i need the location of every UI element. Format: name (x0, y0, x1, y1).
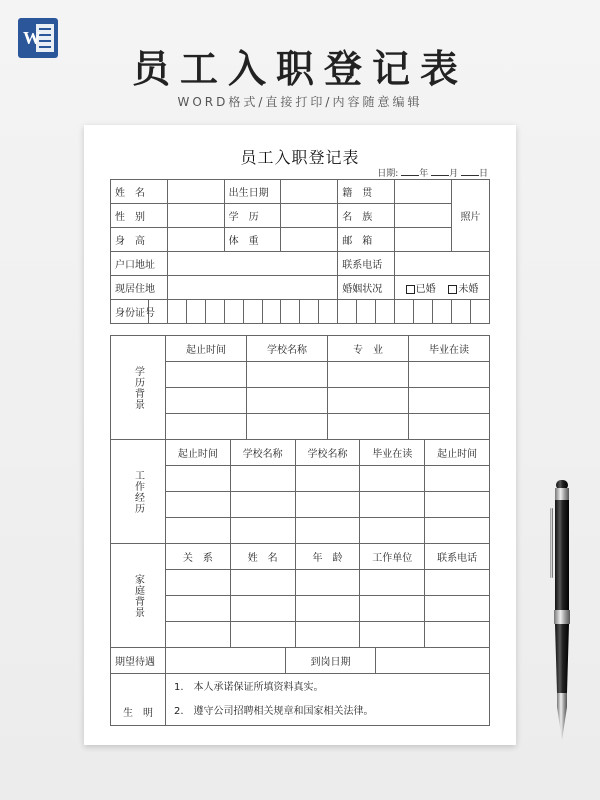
idno-digit[interactable] (224, 300, 243, 324)
word-icon-letter: W (23, 27, 41, 48)
family-table (110, 543, 490, 648)
idno-digit[interactable] (338, 300, 357, 324)
work-cell[interactable] (425, 518, 490, 544)
idno-digit[interactable] (414, 300, 433, 324)
work-cell[interactable] (295, 492, 360, 518)
idno-digit[interactable] (186, 300, 205, 324)
family-cell[interactable] (230, 622, 295, 648)
family-cell[interactable] (425, 622, 490, 648)
edu-cell[interactable] (328, 414, 409, 440)
family-cell[interactable] (166, 570, 231, 596)
idno-digit[interactable] (395, 300, 414, 324)
birth-label: 出生日期 (224, 180, 281, 204)
ethnicity-label: 名 族 (338, 204, 395, 228)
work-table (110, 439, 490, 544)
work-cell[interactable] (166, 466, 231, 492)
edu-cell[interactable] (409, 362, 490, 388)
family-cell[interactable] (230, 596, 295, 622)
idno-digit[interactable] (470, 300, 489, 324)
statement-note-2: 2. 遵守公司招聘相关规章和国家相关法律。 (174, 705, 374, 717)
work-cell[interactable] (295, 518, 360, 544)
family-cell[interactable] (425, 596, 490, 622)
married-label: 已婚 (415, 284, 436, 295)
work-section-label: 工作经历 (111, 440, 166, 544)
idno-digit[interactable] (451, 300, 470, 324)
work-cell[interactable] (295, 466, 360, 492)
work-cell[interactable] (360, 518, 425, 544)
native-label: 籍 贯 (338, 180, 395, 204)
family-header-name: 姓 名 (230, 544, 295, 570)
phone-field[interactable] (395, 252, 490, 276)
education-label: 学 历 (224, 204, 281, 228)
family-header-employer: 工作单位 (360, 544, 425, 570)
expect-field[interactable] (166, 648, 286, 674)
idno-digit[interactable] (357, 300, 376, 324)
family-header-age: 年 龄 (295, 544, 360, 570)
work-cell[interactable] (230, 466, 295, 492)
hukou-field[interactable] (167, 252, 337, 276)
edu-cell[interactable] (409, 388, 490, 414)
phone-label: 联系电话 (338, 252, 395, 276)
marital-label: 婚姻状况 (338, 276, 395, 300)
family-header-phone: 联系电话 (425, 544, 490, 570)
edu-cell[interactable] (166, 388, 247, 414)
family-cell[interactable] (360, 570, 425, 596)
family-cell[interactable] (166, 596, 231, 622)
name-label: 姓 名 (111, 180, 168, 204)
work-cell[interactable] (425, 466, 490, 492)
statement-note-1: 1. 本人承诺保证所填资料真实。 (174, 681, 324, 693)
idno-digit[interactable] (376, 300, 395, 324)
work-cell[interactable] (360, 466, 425, 492)
work-header-period-2: 起止时间 (425, 440, 490, 466)
marital-options (395, 276, 490, 300)
work-header-school-2: 学校名称 (295, 440, 360, 466)
idno-label: 身份证号 (111, 300, 149, 324)
date-year: 年 (419, 169, 429, 179)
family-cell[interactable] (360, 622, 425, 648)
date-day-blank[interactable] (461, 167, 479, 176)
work-cell[interactable] (230, 518, 295, 544)
native-field[interactable] (395, 180, 452, 204)
edu-header-school: 学校名称 (247, 336, 328, 362)
idno-digit[interactable] (319, 300, 338, 324)
ethnicity-field[interactable] (395, 204, 452, 228)
work-cell[interactable] (166, 518, 231, 544)
family-cell[interactable] (166, 622, 231, 648)
idno-digit[interactable] (167, 300, 186, 324)
edu-cell[interactable] (247, 388, 328, 414)
idno-digit[interactable] (300, 300, 319, 324)
idno-digit[interactable] (243, 300, 262, 324)
height-field[interactable] (167, 228, 224, 252)
family-header-relation: 关 系 (166, 544, 231, 570)
idno-digit[interactable] (281, 300, 300, 324)
work-header-status: 毕业在读 (360, 440, 425, 466)
unmarried-label: 未婚 (458, 284, 479, 295)
date-year-blank[interactable] (401, 167, 419, 176)
email-field[interactable] (395, 228, 452, 252)
idno-digit[interactable] (432, 300, 451, 324)
work-header-school-1: 学校名称 (230, 440, 295, 466)
edu-cell[interactable] (328, 388, 409, 414)
birth-field[interactable] (281, 180, 338, 204)
expect-label: 期望待遇 (111, 648, 166, 674)
edu-cell[interactable] (166, 362, 247, 388)
form-paper (84, 125, 516, 745)
gender-field[interactable] (167, 204, 224, 228)
email-label: 邮 箱 (338, 228, 395, 252)
unmarried-checkbox[interactable] (448, 285, 457, 294)
weight-label: 体 重 (224, 228, 281, 252)
hukou-label: 户口地址 (111, 252, 168, 276)
education-section-label: 学历背景 (111, 336, 166, 440)
weight-field[interactable] (281, 228, 338, 252)
work-cell[interactable] (425, 492, 490, 518)
arrival-field[interactable] (376, 648, 490, 674)
edu-cell[interactable] (328, 362, 409, 388)
edu-cell[interactable] (166, 414, 247, 440)
date-month-blank[interactable] (431, 167, 449, 176)
statement-label: 生 明 (111, 674, 166, 726)
education-table (110, 335, 490, 440)
edu-cell[interactable] (247, 414, 328, 440)
edu-header-status: 毕业在读 (409, 336, 490, 362)
pen-icon (548, 478, 576, 748)
photo-box[interactable]: 照片 (451, 180, 489, 252)
date-month: 月 (449, 169, 459, 179)
edu-cell[interactable] (409, 414, 490, 440)
idno-digit[interactable] (205, 300, 224, 324)
work-cell[interactable] (360, 492, 425, 518)
date-day: 日 (478, 169, 488, 179)
arrival-label: 到岗日期 (286, 648, 376, 674)
height-label: 身 高 (111, 228, 168, 252)
edu-cell[interactable] (247, 362, 328, 388)
residence-field[interactable] (167, 276, 337, 300)
married-checkbox[interactable] (406, 285, 415, 294)
statement-notes (166, 674, 490, 726)
page-subtitle: WORD格式/直接打印/内容随意编辑 (177, 95, 423, 109)
edu-header-period: 起止时间 (166, 336, 247, 362)
work-cell[interactable] (166, 492, 231, 518)
education-field[interactable] (281, 204, 338, 228)
family-cell[interactable] (425, 570, 490, 596)
edu-header-major: 专 业 (328, 336, 409, 362)
family-cell[interactable] (295, 570, 360, 596)
form-title: 员工入职登记表 (240, 148, 360, 167)
gender-label: 性 别 (111, 204, 168, 228)
family-cell[interactable] (230, 570, 295, 596)
name-field[interactable] (167, 180, 224, 204)
bottom-table (110, 647, 490, 726)
family-section-label: 家庭背景 (111, 544, 166, 648)
residence-label: 现居住地 (111, 276, 168, 300)
basic-info-table (110, 179, 490, 324)
page-title: 员工入职登记表 (131, 47, 468, 91)
work-cell[interactable] (230, 492, 295, 518)
work-header-period: 起止时间 (166, 440, 231, 466)
family-cell[interactable] (360, 596, 425, 622)
idno-digit[interactable] (262, 300, 281, 324)
family-cell[interactable] (295, 622, 360, 648)
date-line (377, 166, 488, 179)
family-cell[interactable] (295, 596, 360, 622)
date-label: 日期: (377, 169, 399, 179)
